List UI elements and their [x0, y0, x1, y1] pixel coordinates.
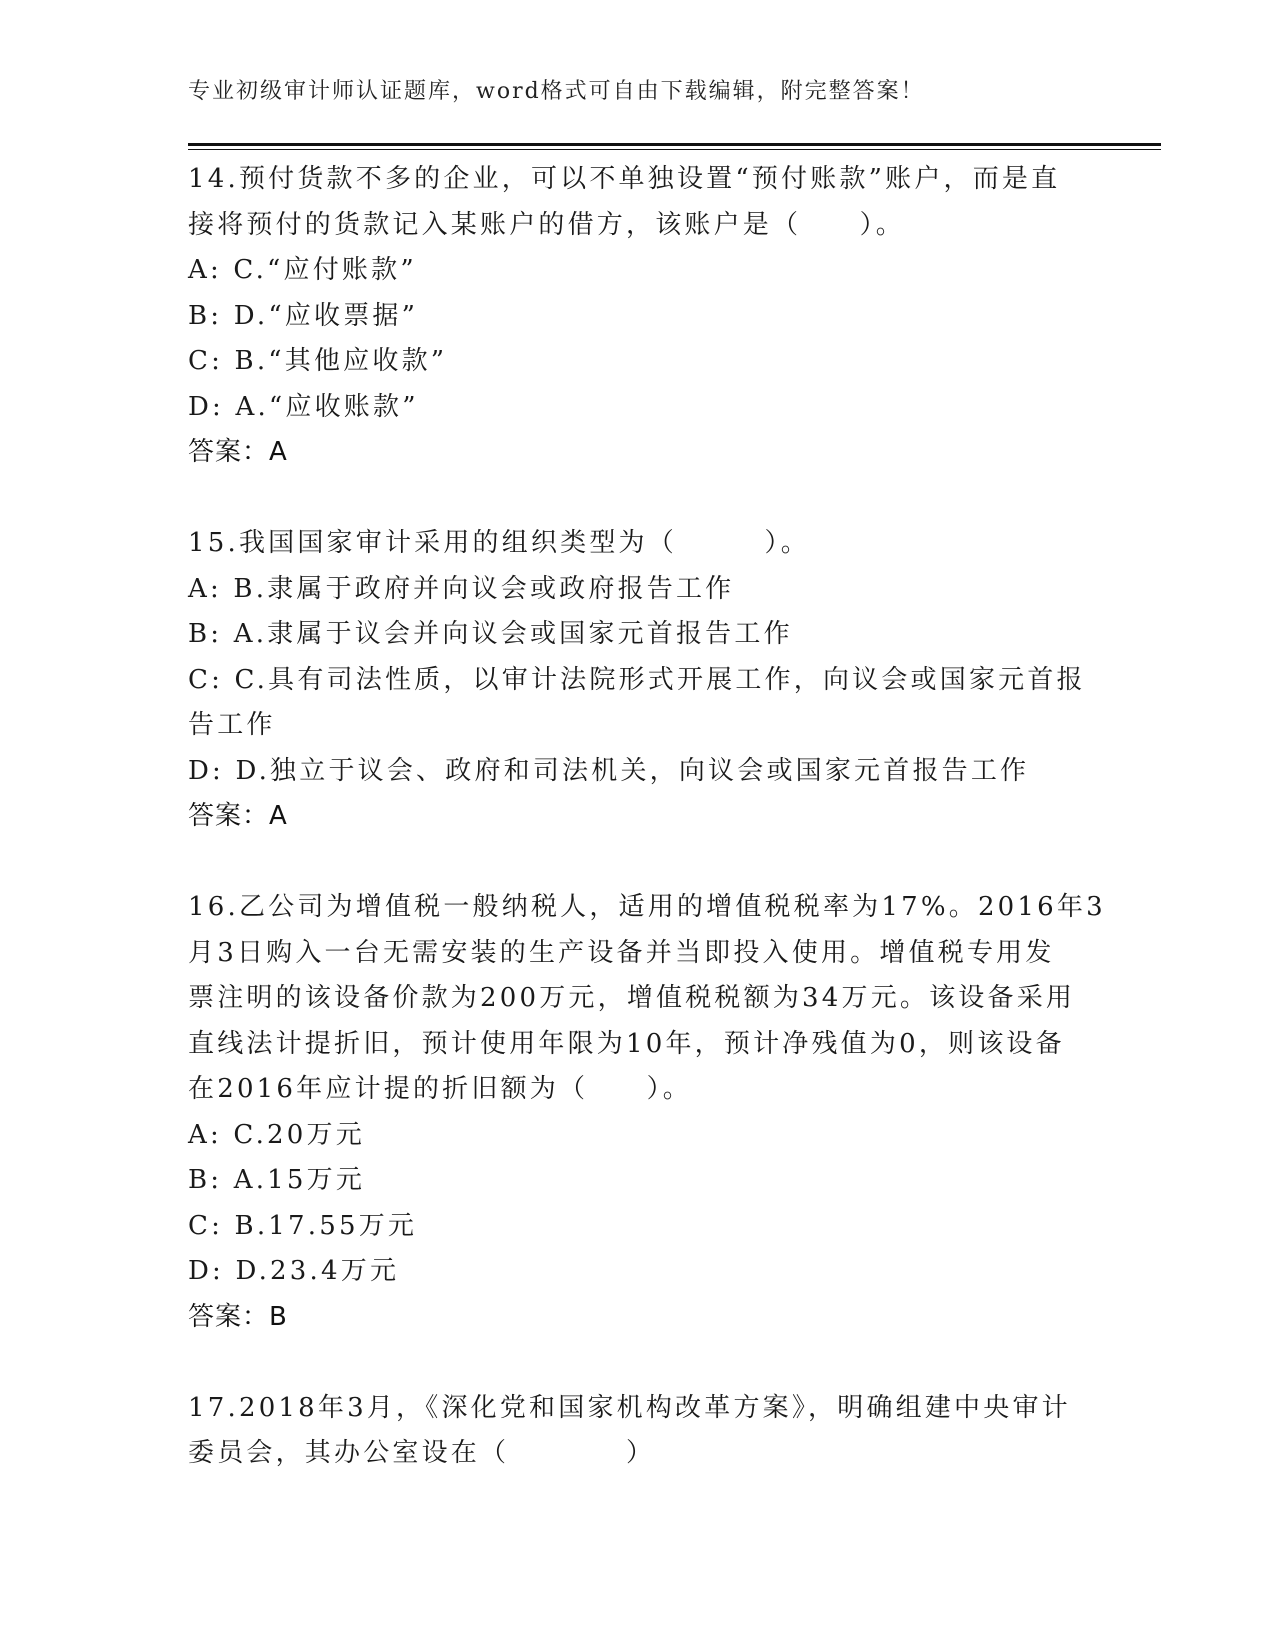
question-14 [188, 157, 1088, 476]
question-text-line: 14.预付货款不多的企业，可以不单独设置“预付账款”账户，而是直 [188, 164, 1061, 194]
question-16 [188, 885, 1106, 1340]
question-text-line: 接将预付的货款记入某账户的借方，该账户是（ ）。 [188, 209, 906, 240]
question-text-line: 17.2018年3月，《深化党和国家机构改革方案》，明确组建中央审计 [188, 1392, 1071, 1423]
option-c: C: B.17.55万元 [188, 1210, 418, 1241]
question-text-line: 月3日购入一台无需安装的生产设备并当即投入使用。增值税专用发 [188, 937, 1055, 968]
question-spacer [188, 476, 1088, 522]
option-d: D: D.23.4万元 [188, 1256, 400, 1286]
question-spacer [188, 840, 1088, 886]
answer-line: 答案：A [188, 801, 288, 831]
question-text-line: 在2016年应计提的折旧额为（ ）。 [188, 1074, 692, 1104]
question-text-line: 委员会，其办公室设在（ ） [188, 1438, 656, 1468]
answer-line: 答案：B [188, 1301, 288, 1332]
option-a: A: B.隶属于政府并向议会或政府报告工作 [188, 573, 735, 604]
option-c: C: B.“其他应收款” [188, 346, 448, 376]
option-c: C: C.具有司法性质，以审计法院形式开展工作，向议会或国家元首报 [188, 664, 1086, 695]
question-text-line: 直线法计提折旧，预计使用年限为10年，预计净残值为0，则该设备 [188, 1028, 1065, 1059]
header-rule-thick [188, 143, 1161, 146]
question-15 [188, 521, 1088, 840]
option-b: B: A.15万元 [188, 1165, 366, 1195]
option-d: D: D.独立于议会、政府和司法机关，向议会或国家元首报告工作 [188, 755, 1030, 786]
option-b: B: A.隶属于议会并向议会或国家元首报告工作 [188, 619, 793, 649]
option-c-continued: 告工作 [188, 710, 276, 740]
question-list [188, 157, 1106, 1477]
question-text-line: 票注明的该设备价款为200万元，增值税税额为34万元。该设备采用 [188, 983, 1076, 1013]
question-17 [188, 1386, 1088, 1477]
option-b: B: D.“应收票据” [188, 300, 419, 331]
question-text-line: 15.我国国家审计采用的组织类型为（ ）。 [188, 528, 810, 558]
question-spacer [188, 1340, 1088, 1386]
option-d: D: A.“应收账款” [188, 391, 419, 422]
answer-line: 答案：A [188, 437, 288, 467]
option-a: A: C.“应付账款” [188, 255, 417, 285]
page-header: 专业初级审计师认证题库，word格式可自由下载编辑，附完整答案！ [188, 79, 925, 104]
question-text-line: 16.乙公司为增值税一般纳税人，适用的增值税税率为17%。2016年3 [188, 892, 1106, 922]
header-rule-thin [188, 149, 1161, 150]
option-a: A: C.20万元 [188, 1119, 365, 1150]
